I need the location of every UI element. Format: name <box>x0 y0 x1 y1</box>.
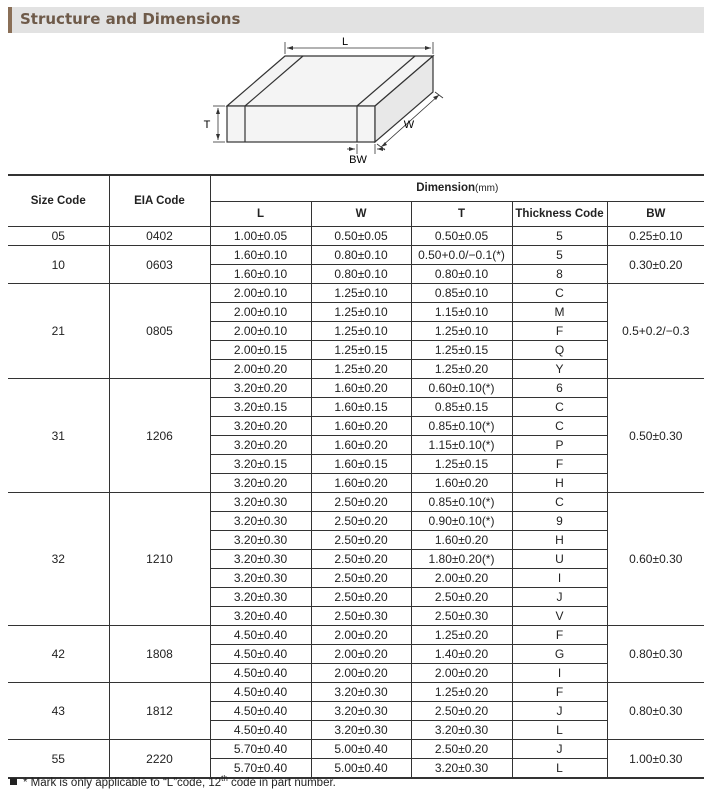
width-cell: 1.25±0.20 <box>311 360 411 379</box>
thickness-cell: 2.50±0.30 <box>411 607 512 626</box>
length-cell: 4.50±0.40 <box>210 683 311 702</box>
length-cell: 3.20±0.20 <box>210 379 311 398</box>
bw-cell: 0.50±0.30 <box>607 379 704 493</box>
width-cell: 1.25±0.10 <box>311 284 411 303</box>
eia-code-cell: 1210 <box>109 493 210 626</box>
bw-cell: 0.25±0.10 <box>607 227 704 246</box>
length-cell: 2.00±0.15 <box>210 341 311 360</box>
thickness-code-cell: M <box>512 303 607 322</box>
width-cell: 0.80±0.10 <box>311 265 411 284</box>
thickness-code-cell: 8 <box>512 265 607 284</box>
length-cell: 3.20±0.15 <box>210 398 311 417</box>
thickness-cell: 1.40±0.20 <box>411 645 512 664</box>
footnote-text-a: * Mark is only applicable to “L”code, 12 <box>23 776 222 789</box>
width-cell: 1.25±0.10 <box>311 322 411 341</box>
size-code-cell: 05 <box>8 227 109 246</box>
thickness-code-cell: F <box>512 455 607 474</box>
size-code-cell: 21 <box>8 284 109 379</box>
width-cell: 2.50±0.20 <box>311 531 411 550</box>
thickness-code-cell: V <box>512 607 607 626</box>
thickness-code-cell: Q <box>512 341 607 360</box>
length-cell: 3.20±0.30 <box>210 550 311 569</box>
footnote-sup: th <box>221 774 228 783</box>
eia-code-cell: 1808 <box>109 626 210 683</box>
width-cell: 3.20±0.30 <box>311 683 411 702</box>
length-cell: 4.50±0.40 <box>210 626 311 645</box>
thickness-code-cell: F <box>512 683 607 702</box>
table-row <box>8 683 704 702</box>
size-code-cell: 31 <box>8 379 109 493</box>
thickness-cell: 1.60±0.20 <box>411 474 512 493</box>
width-cell: 5.00±0.40 <box>311 740 411 759</box>
label-T: T <box>203 119 211 131</box>
thickness-cell: 0.85±0.10(*) <box>411 493 512 512</box>
width-cell: 2.50±0.20 <box>311 550 411 569</box>
header-dimension-label: Dimension <box>416 182 475 194</box>
bw-cell: 0.30±0.20 <box>607 246 704 284</box>
thickness-code-cell: L <box>512 759 607 779</box>
section-header <box>8 7 704 33</box>
thickness-cell: 0.85±0.15 <box>411 398 512 417</box>
header-W: W <box>311 202 411 227</box>
bw-cell: 0.80±0.30 <box>607 626 704 683</box>
width-cell: 1.60±0.20 <box>311 436 411 455</box>
width-cell: 0.50±0.05 <box>311 227 411 246</box>
label-BW: BW <box>349 154 367 166</box>
thickness-code-cell: J <box>512 588 607 607</box>
thickness-code-cell: U <box>512 550 607 569</box>
label-W: W <box>403 119 415 131</box>
header-BW: BW <box>607 202 704 227</box>
length-cell: 5.70±0.40 <box>210 740 311 759</box>
size-code-cell: 32 <box>8 493 109 626</box>
thickness-cell: 1.15±0.10 <box>411 303 512 322</box>
eia-code-cell: 0402 <box>109 227 210 246</box>
length-cell: 4.50±0.40 <box>210 645 311 664</box>
length-cell: 3.20±0.40 <box>210 607 311 626</box>
thickness-code-cell: F <box>512 626 607 645</box>
thickness-cell: 2.00±0.20 <box>411 569 512 588</box>
thickness-cell: 1.25±0.20 <box>411 360 512 379</box>
width-cell: 5.00±0.40 <box>311 759 411 779</box>
length-cell: 4.50±0.40 <box>210 702 311 721</box>
width-cell: 3.20±0.30 <box>311 702 411 721</box>
bw-cell: 1.00±0.30 <box>607 740 704 779</box>
header-thickness-code: Thickness Code <box>512 202 607 227</box>
width-cell: 2.50±0.30 <box>311 607 411 626</box>
bw-cell: 0.60±0.30 <box>607 493 704 626</box>
width-cell: 2.50±0.20 <box>311 569 411 588</box>
footnote <box>10 774 336 789</box>
width-cell: 0.80±0.10 <box>311 246 411 265</box>
length-cell: 1.00±0.05 <box>210 227 311 246</box>
length-cell: 2.00±0.10 <box>210 284 311 303</box>
length-cell: 3.20±0.30 <box>210 493 311 512</box>
footnote-text-b: code in part number. <box>227 776 336 789</box>
thickness-cell: 2.50±0.20 <box>411 702 512 721</box>
width-cell: 1.25±0.15 <box>311 341 411 360</box>
thickness-code-cell: L <box>512 721 607 740</box>
thickness-code-cell: Y <box>512 360 607 379</box>
length-cell: 3.20±0.20 <box>210 417 311 436</box>
width-cell: 1.60±0.15 <box>311 455 411 474</box>
size-code-cell: 42 <box>8 626 109 683</box>
bw-cell: 0.80±0.30 <box>607 683 704 740</box>
thickness-cell: 1.25±0.20 <box>411 626 512 645</box>
thickness-code-cell: G <box>512 645 607 664</box>
thickness-code-cell: H <box>512 474 607 493</box>
table-row <box>8 493 704 512</box>
length-cell: 3.20±0.15 <box>210 455 311 474</box>
length-cell: 3.20±0.20 <box>210 474 311 493</box>
length-cell: 3.20±0.30 <box>210 512 311 531</box>
length-cell: 1.60±0.10 <box>210 265 311 284</box>
thickness-code-cell: J <box>512 702 607 721</box>
width-cell: 2.50±0.20 <box>311 493 411 512</box>
length-cell: 2.00±0.10 <box>210 303 311 322</box>
label-L: L <box>341 36 349 48</box>
width-cell: 1.60±0.20 <box>311 379 411 398</box>
thickness-cell: 0.50+0.0/−0.1(*) <box>411 246 512 265</box>
eia-code-cell: 2220 <box>109 740 210 779</box>
thickness-code-cell: C <box>512 284 607 303</box>
thickness-cell: 2.50±0.20 <box>411 740 512 759</box>
width-cell: 2.00±0.20 <box>311 645 411 664</box>
thickness-cell: 1.25±0.10 <box>411 322 512 341</box>
header-eia-code: EIA Code <box>109 175 210 227</box>
length-cell: 3.20±0.20 <box>210 436 311 455</box>
thickness-code-cell: 6 <box>512 379 607 398</box>
thickness-cell: 0.90±0.10(*) <box>411 512 512 531</box>
square-bullet-icon <box>10 778 17 785</box>
width-cell: 3.20±0.30 <box>311 721 411 740</box>
length-cell: 2.00±0.10 <box>210 322 311 341</box>
eia-code-cell: 1206 <box>109 379 210 493</box>
thickness-code-cell: I <box>512 569 607 588</box>
table-row <box>8 379 704 398</box>
thickness-code-cell: 9 <box>512 512 607 531</box>
width-cell: 2.00±0.20 <box>311 626 411 645</box>
thickness-cell: 1.25±0.15 <box>411 455 512 474</box>
thickness-code-cell: P <box>512 436 607 455</box>
table-body <box>8 227 704 779</box>
header-size-code: Size Code <box>8 175 109 227</box>
header-dimension <box>210 175 704 202</box>
table-row <box>8 246 704 265</box>
eia-code-cell: 0603 <box>109 246 210 284</box>
thickness-cell: 3.20±0.30 <box>411 721 512 740</box>
table-row <box>8 740 704 759</box>
thickness-cell: 1.25±0.15 <box>411 341 512 360</box>
thickness-cell: 0.50±0.05 <box>411 227 512 246</box>
thickness-code-cell: 5 <box>512 246 607 265</box>
width-cell: 2.50±0.20 <box>311 512 411 531</box>
width-cell: 1.60±0.20 <box>311 417 411 436</box>
thickness-cell: 1.25±0.20 <box>411 683 512 702</box>
size-code-cell: 43 <box>8 683 109 740</box>
thickness-cell: 2.00±0.20 <box>411 664 512 683</box>
header-L: L <box>210 202 311 227</box>
width-cell: 1.60±0.15 <box>311 398 411 417</box>
chip-structure-diagram <box>195 34 485 169</box>
thickness-cell: 1.60±0.20 <box>411 531 512 550</box>
length-cell: 4.50±0.40 <box>210 721 311 740</box>
eia-code-cell: 1812 <box>109 683 210 740</box>
length-cell: 5.70±0.40 <box>210 759 311 779</box>
header-T: T <box>411 202 512 227</box>
thickness-cell: 0.85±0.10(*) <box>411 417 512 436</box>
thickness-cell: 0.85±0.10 <box>411 284 512 303</box>
table-row <box>8 284 704 303</box>
thickness-code-cell: C <box>512 493 607 512</box>
thickness-code-cell: C <box>512 398 607 417</box>
length-cell: 1.60±0.10 <box>210 246 311 265</box>
eia-code-cell: 0805 <box>109 284 210 379</box>
thickness-cell: 1.80±0.20(*) <box>411 550 512 569</box>
section-title: Structure and Dimensions <box>20 10 241 28</box>
table-row <box>8 626 704 645</box>
width-cell: 2.50±0.20 <box>311 588 411 607</box>
length-cell: 3.20±0.30 <box>210 569 311 588</box>
thickness-cell: 2.50±0.20 <box>411 588 512 607</box>
width-cell: 1.25±0.10 <box>311 303 411 322</box>
thickness-cell: 0.80±0.10 <box>411 265 512 284</box>
width-cell: 1.60±0.20 <box>311 474 411 493</box>
thickness-code-cell: J <box>512 740 607 759</box>
table-row <box>8 227 704 246</box>
thickness-cell: 0.60±0.10(*) <box>411 379 512 398</box>
length-cell: 4.50±0.40 <box>210 664 311 683</box>
size-code-cell: 55 <box>8 740 109 779</box>
size-code-cell: 10 <box>8 246 109 284</box>
thickness-code-cell: C <box>512 417 607 436</box>
length-cell: 3.20±0.30 <box>210 531 311 550</box>
length-cell: 3.20±0.30 <box>210 588 311 607</box>
dimension-table <box>8 174 704 779</box>
header-dimension-unit: (mm) <box>475 183 499 194</box>
thickness-code-cell: 5 <box>512 227 607 246</box>
thickness-code-cell: F <box>512 322 607 341</box>
thickness-code-cell: H <box>512 531 607 550</box>
thickness-cell: 1.15±0.10(*) <box>411 436 512 455</box>
width-cell: 2.00±0.20 <box>311 664 411 683</box>
bw-cell: 0.5+0.2/−0.3 <box>607 284 704 379</box>
thickness-cell: 3.20±0.30 <box>411 759 512 779</box>
thickness-code-cell: I <box>512 664 607 683</box>
length-cell: 2.00±0.20 <box>210 360 311 379</box>
